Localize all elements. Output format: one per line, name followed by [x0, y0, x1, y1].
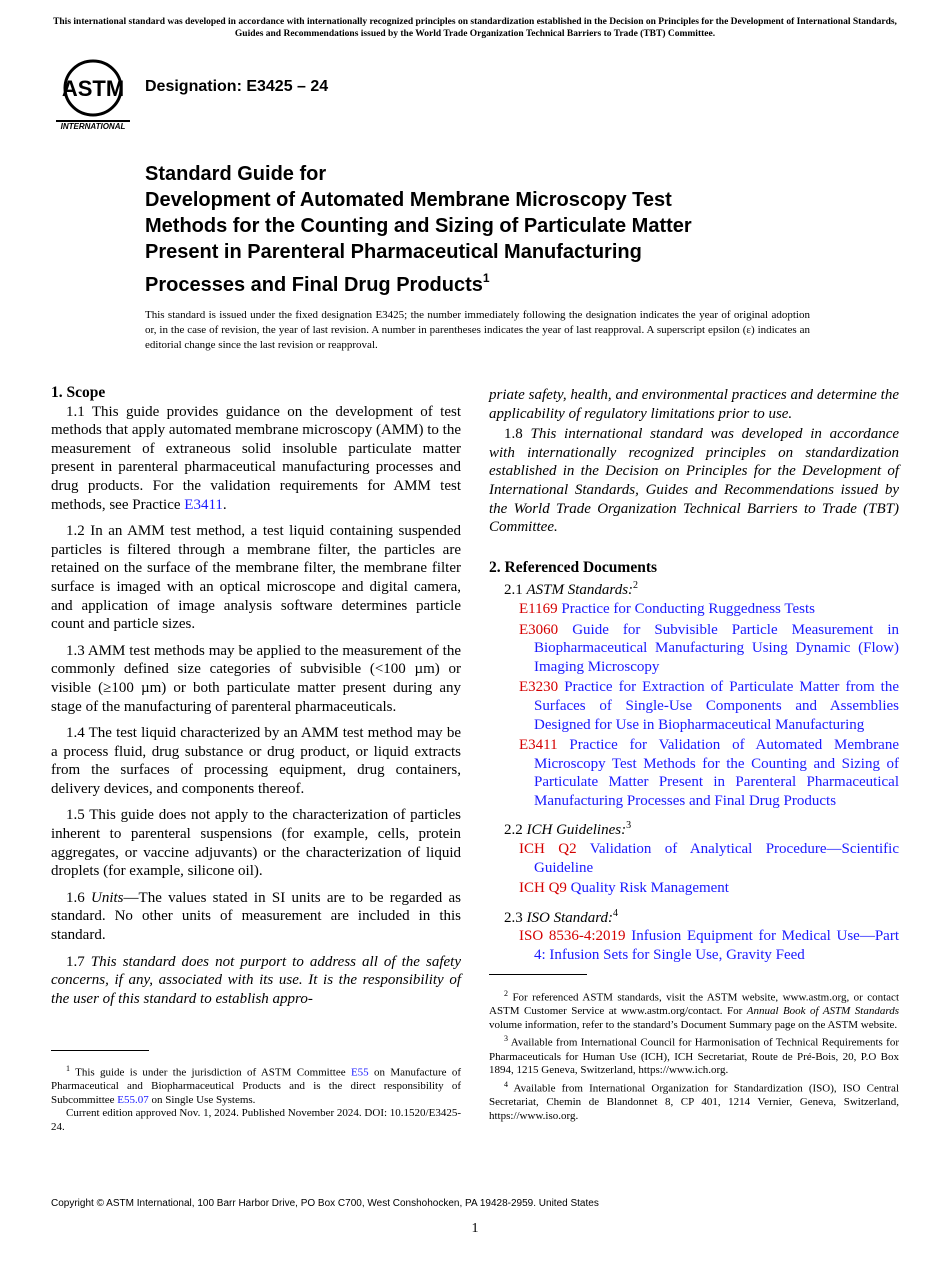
reference-code-link[interactable]: E3060 [519, 621, 559, 638]
subsection-label: ISO Standard: [526, 909, 614, 926]
footnote-rule [51, 1050, 149, 1051]
paragraph-italic: This international standard was developed in accordance with internationally recognized principles on standardization established in the Decision on Principles for the Development of International Standards, Guides and Recommendations issued by the World Trade Organization Technical Barriers to Trade (TBT) Committee. [489, 426, 900, 536]
subsection-number: 2.2 [504, 822, 527, 839]
reference-title-link[interactable]: Practice for Validation of Automated Membrane Microscopy Test Methods for the Counting and Sizing of Particulate Matter Present in Parenteral Pharmaceutical Manufacturing Processes and Final Drug Products [534, 737, 899, 809]
paragraph-text: . [222, 496, 227, 513]
paragraph-number: 1.6 [66, 889, 92, 906]
reference-code-link[interactable]: ISO 8536-4:2019 [519, 928, 626, 945]
paragraph-text: —The values stated in SI units are to be regarded as standard. No other units of measurement are included in this standard. [51, 889, 462, 944]
subsection-2-1 [489, 577, 899, 600]
footnote-text: This guide is under the jurisdiction of ASTM Committee [70, 1066, 351, 1079]
ich-guidelines-list [489, 840, 899, 898]
title-line: Development of Automated Membrane Microscopy Test [145, 189, 672, 211]
subsection-number: 2.3 [504, 909, 527, 926]
copyright-notice: Copyright © ASTM International, 100 Barr Harbor Drive, PO Box C700, West Conshohocken, PA 19428-2959. United States [51, 1198, 599, 1209]
reference-title-link[interactable]: Infusion Equipment for Medical Use—Part 4: Infusion Sets for Single Use, Gravity Feed [534, 928, 899, 964]
paragraph-1-8 [489, 425, 899, 537]
reference-title-link[interactable]: Practice for Conducting Ruggedness Tests [557, 600, 815, 617]
reference-title-link[interactable]: Quality Risk Management [566, 880, 729, 897]
paragraph-1-7-continued [489, 386, 899, 423]
subsection-label: ASTM Standards: [526, 582, 634, 599]
section-heading-scope: 1. Scope [51, 384, 106, 401]
title-line-text: Processes and Final Drug Products [145, 274, 483, 296]
paragraph-italic: Units [91, 889, 124, 906]
title-line [145, 265, 845, 298]
footnote-4 [489, 1078, 899, 1123]
footnote-mark: 3 [504, 1034, 508, 1044]
footnote-text: Available from International Council for Harmonisation of Technical Requirements for Pharmaceuticals for Human Use (ICH), ICH Secretariat, Route de Pré-Bois, 20, P.O Box 1894, 1215 Geneva, Switzerland, https://www.ich.org. [489, 1037, 899, 1077]
footnote-text: on Single Use Systems. [148, 1093, 256, 1106]
footnote-1 [51, 1062, 461, 1135]
paragraph-1-4: 1.4 The test liquid characterized by an AMM test method may be a process fluid, drug substance or drug product, or liquid extracts from the surfaces of processing equipment, drug containers, delivery devices, and components thereof. [51, 725, 461, 797]
paragraph-number: 1.7 [66, 953, 91, 970]
logo-subtext: INTERNATIONAL [60, 122, 126, 130]
footnote-text: Available from International Organization for Standardization (ISO), ISO Central Secretariat, Chemin de Blandonnet 8, CP 401, 1214 Vernier, Geneva, Switzerland, https://www.iso.org. [489, 1082, 899, 1122]
footnote-italic: Annual Book of ASTM Standards [746, 1005, 899, 1018]
title-line: Methods for the Counting and Sizing of Particulate Matter [145, 215, 692, 237]
footnote-current-edition: Current edition approved Nov. 1, 2024. Published November 2024. DOI: 10.1520/E3425-24. [51, 1107, 461, 1134]
paragraph-1-3: 1.3 AMM test methods may be applied to the measurement of the commonly defined size categories of subvisible (<100 µm) or visible (≥100 µm) or both particulate matter present during any stage of the manufacturing of parenteral pharmaceuticals. [51, 642, 461, 715]
paragraph-1-7 [51, 953, 461, 1009]
title-line: Present in Parenteral Pharmaceutical Manufacturing [145, 241, 642, 263]
footnote-mark: 1 [66, 1064, 70, 1073]
logo-text: ASTM [61, 76, 125, 101]
footnote-text: on Manufacture of Pharmaceutical and Biopharmaceutical Products and is the direct responsibility of Subcommittee [51, 1066, 461, 1106]
footnote-text: For referenced ASTM standards, visit the ASTM website, www.astm.org, or contact ASTM Customer Service at www.astm.org/contact. For [489, 991, 899, 1018]
footnote-mark: 4 [613, 907, 619, 919]
page-number: 1 [471, 1221, 479, 1236]
reference-item [504, 600, 899, 619]
reference-code-link[interactable]: E3411 [519, 737, 558, 754]
paragraph-text: 1.1 This guide provides guidance on the development of test methods that apply automated membrane microscopy (AMM) to the measurement of extraneous solid insoluble particulate matter present in parenteral pharmaceutical manufacturing processes and drug products. For the validation requirements for AMM test methods, see Practice [51, 403, 461, 513]
right-column [489, 386, 899, 967]
paragraph-italic: This standard does not purport to address all of the safety concerns, if any, associated with its use. It is the responsibility of the user of this standard to establish appro- [51, 953, 461, 1007]
reference-item [504, 678, 899, 734]
title-line: Standard Guide for [145, 163, 327, 185]
footnote-mark: 1 [482, 271, 490, 285]
footnote-mark: 3 [626, 820, 632, 832]
astm-logo [52, 58, 134, 130]
issuance-note: This standard is issued under the fixed designation E3425; the number immediately following the designation indicates the year of original adoption or, in the case of revision, the year of last revision. A number in parentheses indicates the year of last reapproval. A superscript epsilon (ε) indicates an editorial change since the last revision or reapproval. [145, 309, 810, 351]
reference-item [504, 621, 899, 677]
footnote-mark: 2 [633, 580, 639, 592]
footnote-rule [489, 974, 587, 975]
subsection-label: ICH Guidelines: [526, 822, 627, 839]
astm-standards-list [489, 600, 899, 811]
ref-link-e55-07[interactable]: E55.07 [117, 1093, 149, 1106]
footnote-mark: 2 [504, 989, 508, 998]
document-title [145, 161, 845, 298]
paragraph-1-5: 1.5 This guide does not apply to the characterization of particles inherent to parenteral suspensions (for example, cells, protein aggregates, or vaccine adjuvants) or the characterization of liquid droplets (for example, silicone oil). [51, 807, 461, 880]
subsection-2-2 [489, 817, 899, 840]
left-column [51, 384, 461, 1008]
reference-item [504, 879, 899, 898]
footnotes-right [489, 987, 899, 1123]
footnote-1-text [51, 1062, 461, 1107]
ref-link-e3411[interactable]: E3411 [184, 496, 223, 513]
paragraph-1-6 [51, 889, 461, 945]
footnote-3 [489, 1032, 899, 1077]
reference-title-link[interactable]: Practice for Extraction of Particulate Matter from the Surfaces of Single-Use Components and Assemblies Designed for Use in Biopharmaceutical Manufacturing [534, 679, 899, 733]
reference-code-link[interactable]: ICH Q9 [519, 880, 567, 897]
reference-title-link[interactable]: Validation of Analytical Procedure—Scientific Guideline [534, 841, 899, 876]
ref-link-e55[interactable]: E55 [350, 1066, 369, 1079]
designation: Designation: E3425 – 24 [145, 78, 329, 95]
paragraph-1-1 [51, 403, 461, 515]
iso-standard-list [489, 927, 899, 964]
section-heading-referenced-documents: 2. Referenced Documents [489, 558, 658, 576]
subsection-number: 2.1 [504, 582, 527, 599]
subsection-2-3 [489, 905, 899, 928]
reference-title-link[interactable]: Guide for Subvisible Particle Measurement in Biopharmaceutical Manufacturing Using Dynamic (Flow) Imaging Microscopy [534, 621, 899, 675]
top-notice: This international standard was developed in accordance with internationally recognized principles on standardization established in the Decision on Principles for the Development of International Standards, Guides and Recommendations issued by the World Trade Organization Technical Barriers to Trade (TBT) Committee. [53, 17, 897, 39]
paragraph-number: 1.8 [504, 426, 531, 443]
reference-code-link[interactable]: E3230 [519, 679, 559, 696]
reference-code-link[interactable]: E1169 [519, 600, 558, 617]
paragraph-1-2: 1.2 In an AMM test method, a test liquid containing suspended particles is filtered through a membrane filter, the particles are retained on the surface of the membrane filter, the membrane filter surface is imaged with an optical microscope and digital camera, and application of image analysis software determines particle count and particle sizes. [51, 523, 461, 633]
footnote-mark: 4 [504, 1079, 508, 1089]
footnote-text: volume information, refer to the standard’s Document Summary page on the ASTM website. [489, 1018, 898, 1031]
reference-item [504, 927, 899, 964]
paragraph-italic: priate safety, health, and environmental practices and determine the applicability of regulatory limitations prior to use. [489, 387, 899, 422]
footnote-2 [489, 987, 899, 1032]
reference-item [504, 736, 899, 810]
reference-item [504, 840, 899, 877]
reference-code-link[interactable]: ICH Q2 [519, 841, 577, 858]
